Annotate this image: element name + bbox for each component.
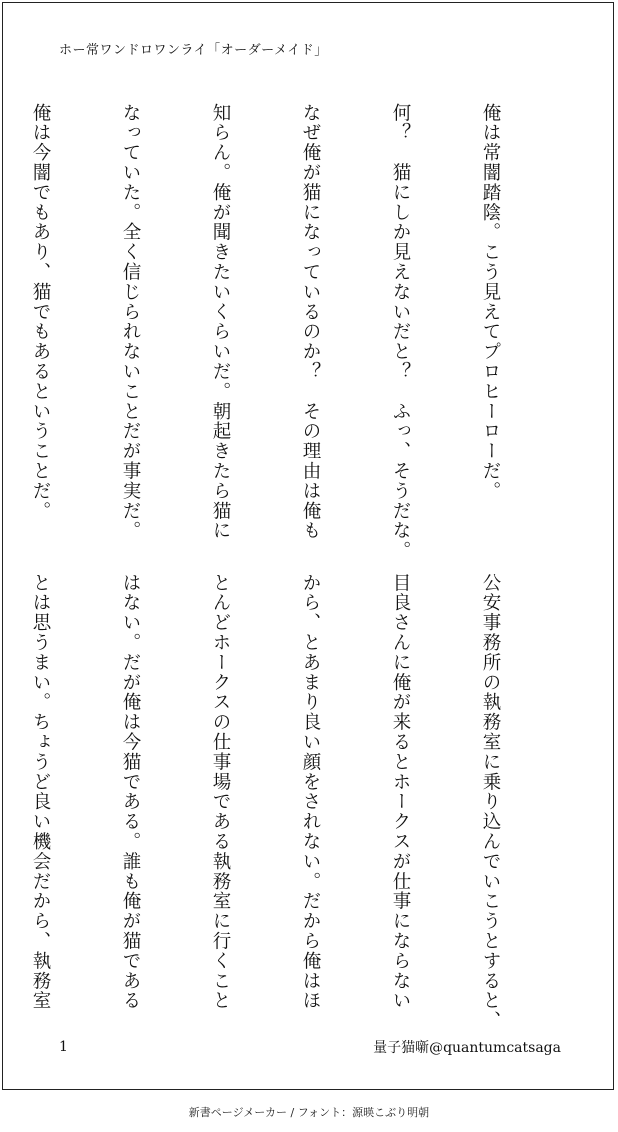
author-credit: 量子猫噺@quantumcatsaga xyxy=(373,1040,561,1056)
footer-credit: 新書ページメーカー / フォント：源暎こぶり明朝 xyxy=(188,1106,430,1119)
text-line: なぜ俺が猫になっているのか？ その理由は俺も xyxy=(300,103,321,541)
text-line: なっていた。全く信じられないことだが事実だ。 xyxy=(120,103,141,541)
text-line: 目良さんに俺が来るとホークスが仕事にならない xyxy=(390,573,411,1011)
page-frame xyxy=(2,2,614,1090)
page-number: 1 xyxy=(59,1039,68,1055)
body-text-upper xyxy=(0,103,565,561)
text-line: はない。だが俺は今猫である。誰も俺が猫である xyxy=(120,573,141,1011)
page-title: ホー常ワンドロワンライ「オーダーメイド」 xyxy=(59,43,328,58)
text-line: とんどホークスの仕事場である執務室に行くこと xyxy=(210,573,231,1011)
text-line: 俺は常闇踏陰。こう見えてプロヒーローだ。 xyxy=(480,103,501,501)
body-text-lower xyxy=(0,573,565,1031)
text-line: 俺は今闇でもあり、猫でもあるということだ。 xyxy=(30,103,51,521)
text-line: とは思うまい。ちょうど良い機会だから、執務室 xyxy=(30,573,51,1011)
text-line: 公安事務所の執務室に乗り込んでいこうとすると、 xyxy=(480,573,501,1031)
text-line: 何？ 猫にしか見えないだと？ ふっ、そうだな。 xyxy=(390,103,411,561)
text-line: から、とあまり良い顔をされない。だから俺はほ xyxy=(300,573,321,1011)
text-line: 知らん。俺が聞きたいくらいだ。朝起きたら猫に xyxy=(210,103,231,541)
